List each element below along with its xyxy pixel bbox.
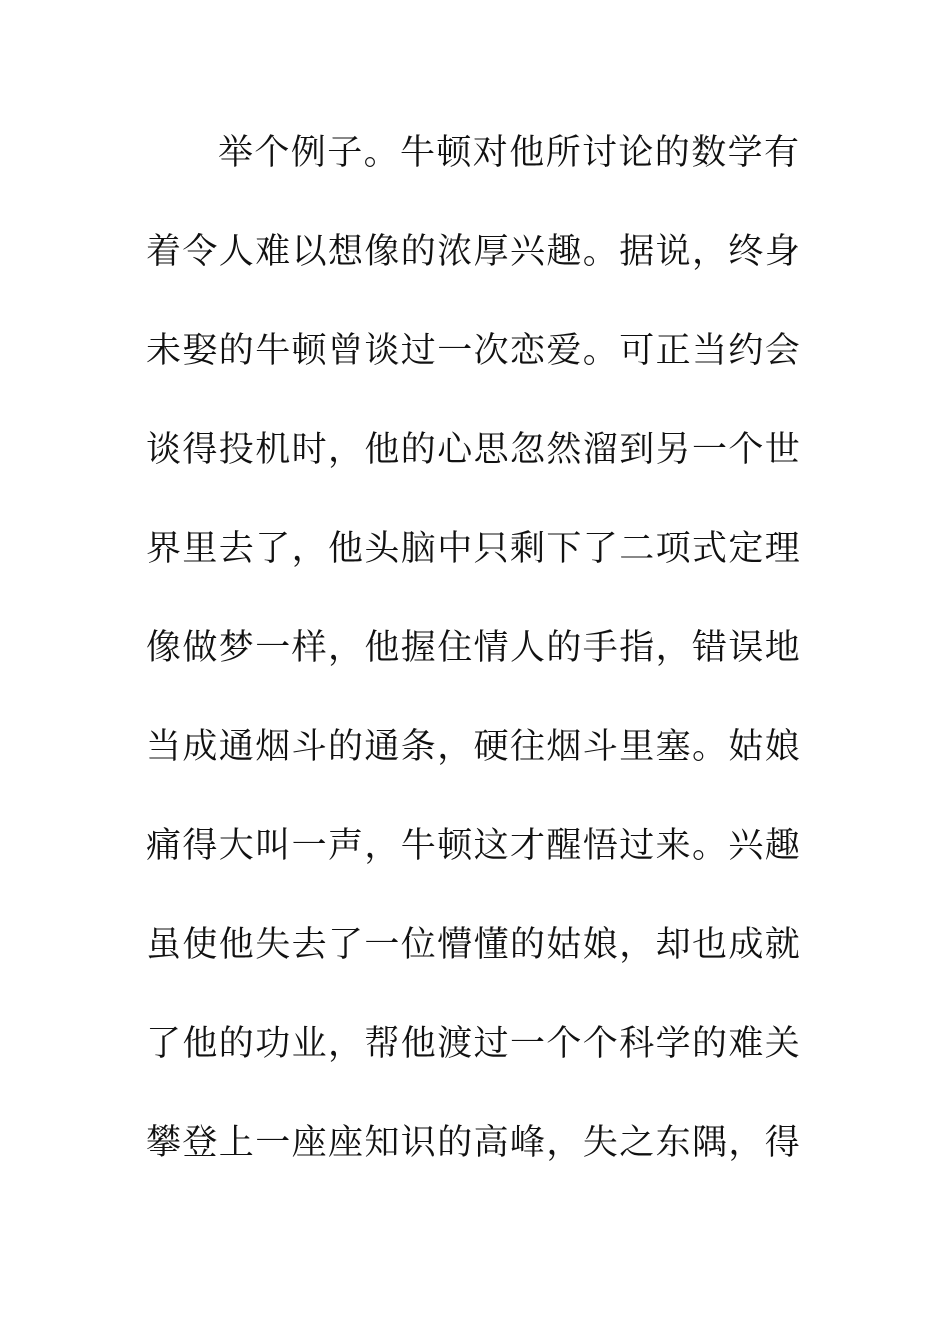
text-line: 虽使他失去了一位懵懂的姑娘，却也成就 [146,925,802,965]
text-line: 痛得大叫一声，牛顿这才醒悟过来。兴趣 [146,826,802,866]
text-line: 攀登上一座座知识的高峰，失之东隅，得 [146,1123,802,1163]
text-line: 了他的功业，帮他渡过一个个科学的难关 [146,1024,802,1064]
text-line: 当成通烟斗的通条，硬往烟斗里塞。姑娘 [146,727,802,767]
body-text [146,126,806,1215]
text-line: 着令人难以想像的浓厚兴趣。据说，终身 [146,232,802,272]
text-line: 像做梦一样，他握住情人的手指，错误地 [146,628,802,668]
text-line: 未娶的牛顿曾谈过一次恋爱。可正当约会 [146,331,802,371]
text-line: 谈得投机时，他的心思忽然溜到另一个世 [146,430,802,470]
text-line: 界里去了，他头脑中只剩下了二项式定理 [146,529,802,569]
text-line: 举个例子。牛顿对他所讨论的数学有 [218,133,801,173]
